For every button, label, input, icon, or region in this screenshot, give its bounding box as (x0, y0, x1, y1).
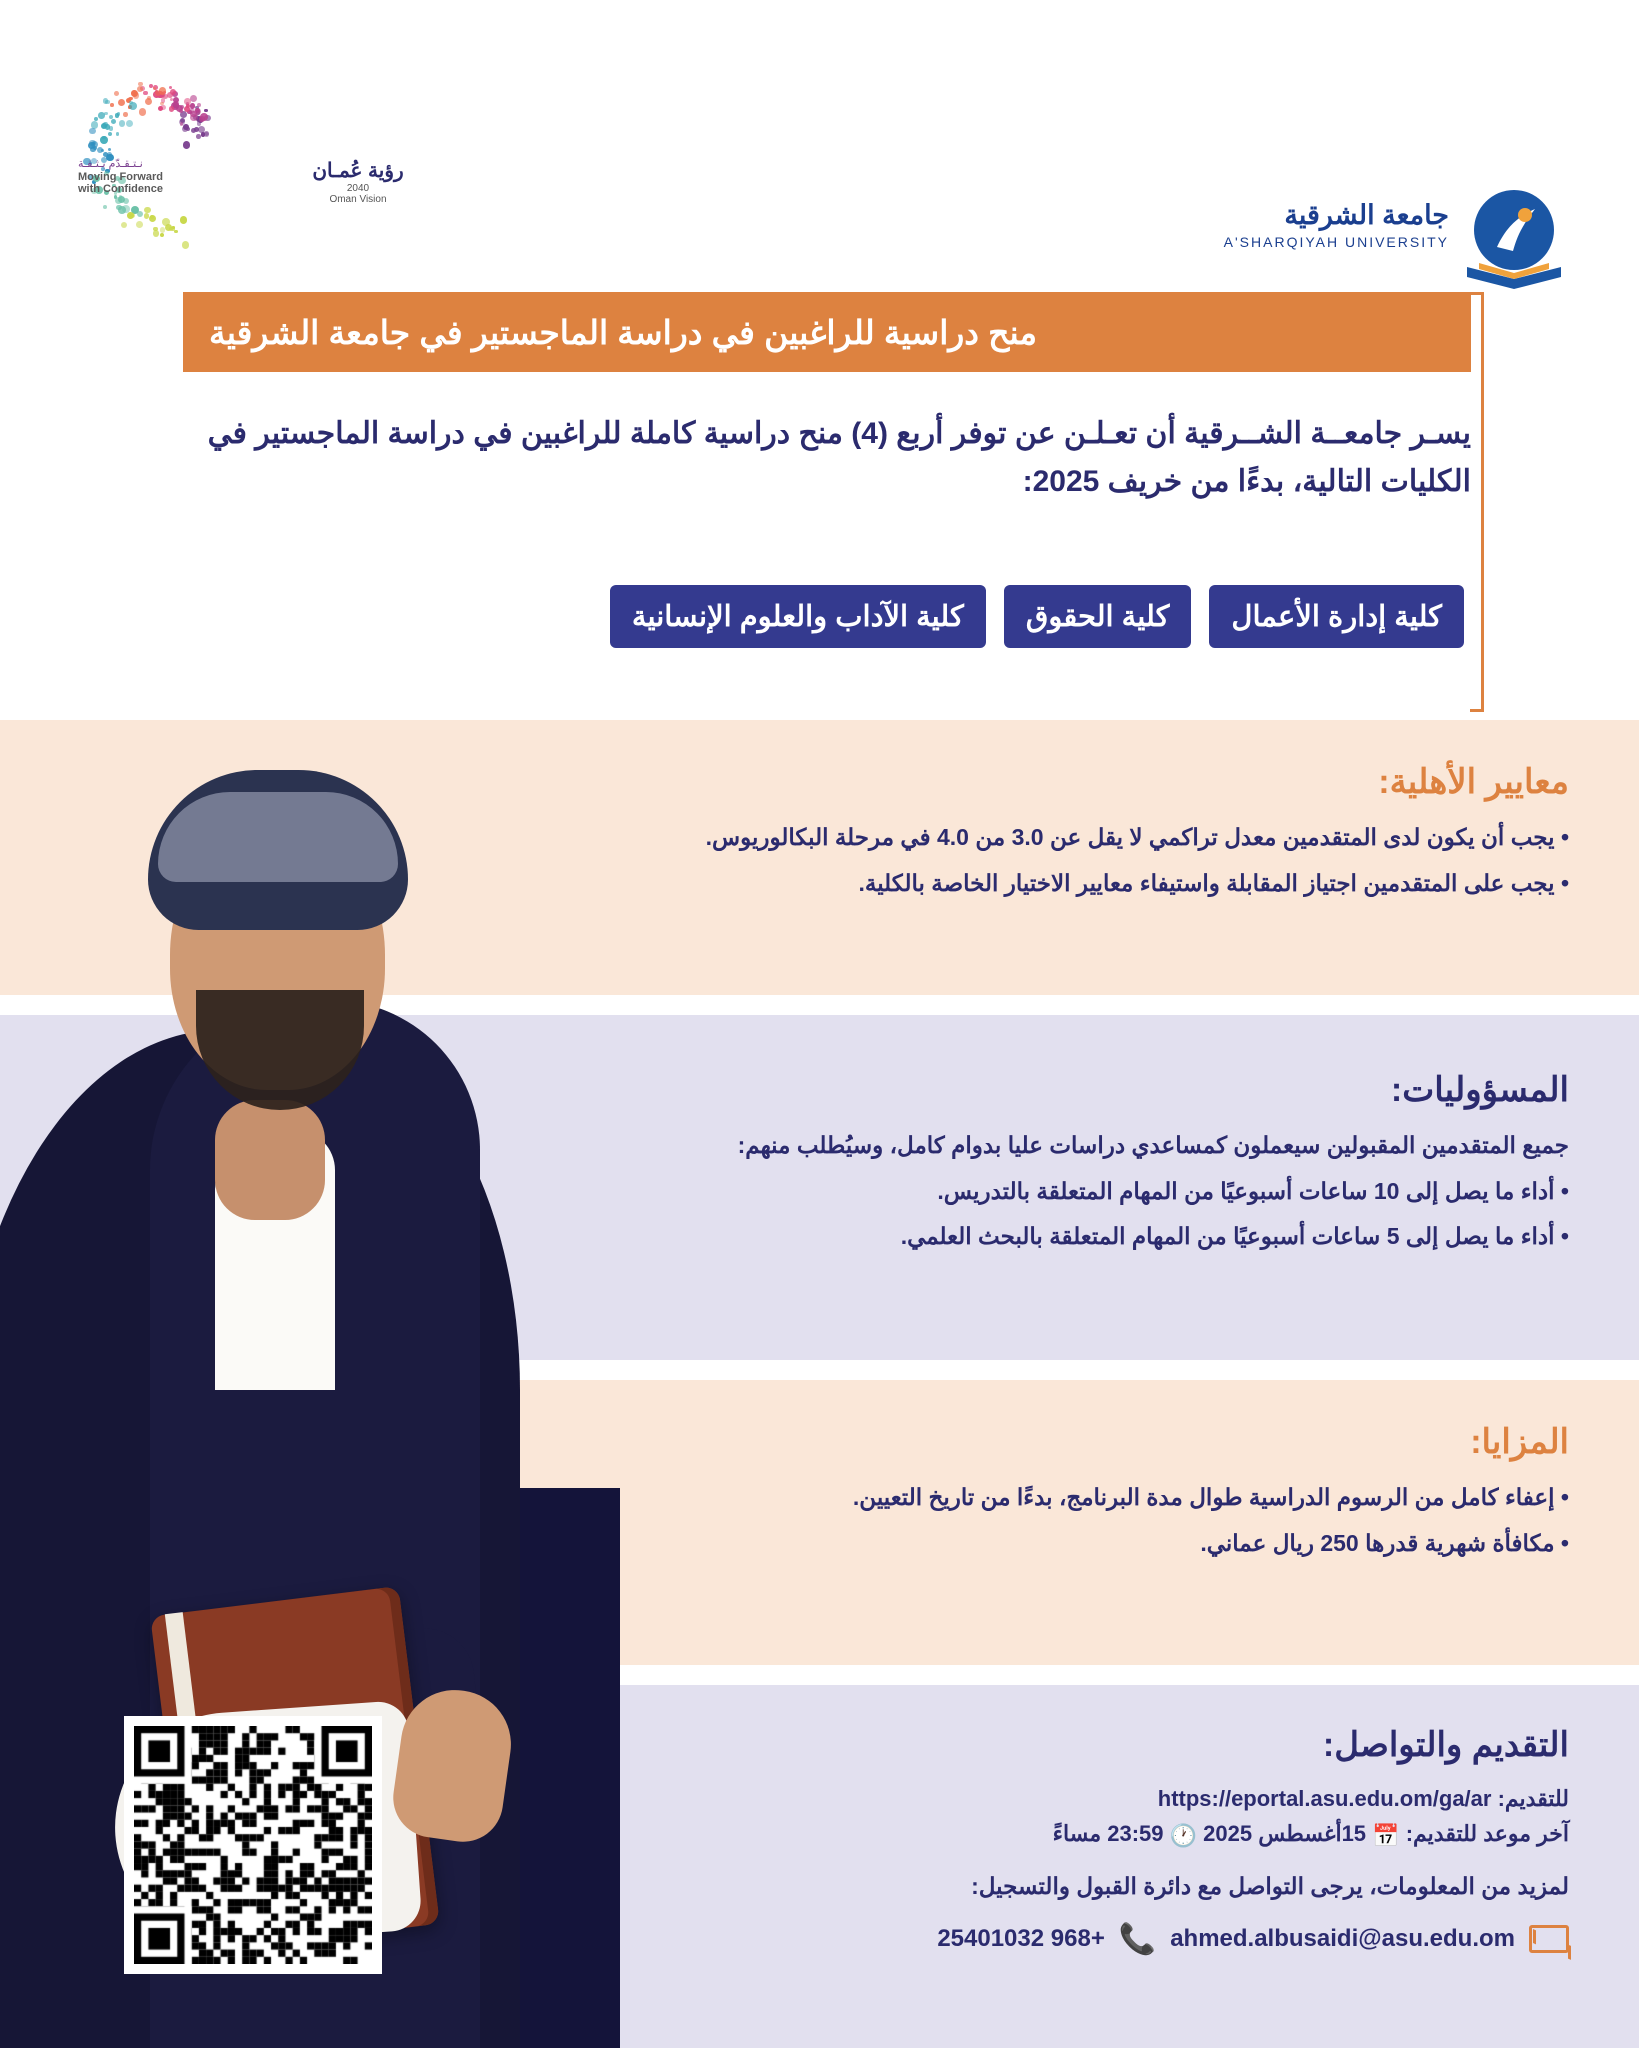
contact-details-row (549, 1922, 1569, 1957)
eligibility-line-2: • يجب على المتقدمين اجتياز المقابلة واستيفاء معايير الاختيار الخاصة بالكلية. (858, 869, 1569, 896)
benefits-title: المزايا: (1470, 1423, 1569, 1461)
university-emblem-icon (1459, 185, 1569, 290)
vision-sub-en: Oman Vision (329, 194, 387, 205)
vision-title-text: رؤية عُمـان (312, 160, 404, 182)
colleges-list (174, 585, 1464, 648)
benefits-line-1: • إعفاء كامل من الرسوم الدراسية طوال مدة البرنامج، بدءًا من تاريخ التعيين. (852, 1484, 1569, 1510)
university-name-ar: جامعة الشرقية (1284, 200, 1449, 230)
benefits-body (569, 1480, 1569, 1561)
responsibilities-line-1: جميع المتقدمين المقبولين سيعملون كمساعدي دراسات عليا بدوام كامل، وسيُطلب منهم: (737, 1132, 1569, 1158)
vision-year: 2040 (346, 183, 370, 194)
university-name-en: A'SHARQIYAH UNIVERSITY (1223, 234, 1449, 250)
envelope-icon (1529, 1925, 1569, 1953)
vision-dots-graphic (138, 38, 323, 156)
vision-tagline (78, 158, 278, 196)
college-pill-business[interactable]: كلية إدارة الأعمال (1209, 585, 1464, 648)
contact-phone: +968 25401032 (937, 1925, 1105, 1953)
asharqiyah-university-logo (1069, 90, 1569, 250)
vision-tagline-en-2: with Confidence (78, 183, 163, 196)
eligibility-title: معايير الأهلية: (1378, 763, 1569, 801)
oman-vision-2040-logo (78, 38, 408, 205)
responsibilities-content (569, 1070, 1569, 1265)
apply-label: للتقديم: (1497, 1786, 1569, 1811)
deadline-value: 15أغسطس 2025 (1203, 1821, 1367, 1847)
orange-bracket-decoration (1470, 292, 1484, 712)
apply-contact-content (549, 1725, 1569, 1957)
responsibilities-body (569, 1128, 1569, 1255)
calendar-icon: 📅 (1372, 1822, 1400, 1848)
deadline-label: آخر موعد للتقديم: (1405, 1821, 1569, 1847)
eligibility-content (569, 762, 1569, 911)
benefits-content (569, 1422, 1569, 1571)
contact-email-link[interactable]: ahmed.albusaidi@asu.edu.om (1170, 1925, 1515, 1953)
photo-neck (215, 1100, 325, 1220)
poster-header (0, 0, 1639, 250)
responsibilities-line-3: • أداء ما يصل إلى 5 ساعات أسبوعيًا من المهام المتعلقة بالبحث العلمي. (900, 1223, 1569, 1250)
university-name-block (1224, 200, 1449, 250)
eligibility-body (569, 820, 1569, 901)
apply-url-row (549, 1781, 1569, 1816)
qr-code[interactable] (124, 1716, 382, 1974)
responsibilities-title: المسؤوليات: (1390, 1071, 1569, 1109)
phone-icon: 📞 (1118, 1922, 1157, 1956)
apply-url-link[interactable]: https://eportal.asu.edu.om/ga/ar (1157, 1786, 1492, 1811)
clock-icon: 🕐 (1169, 1822, 1198, 1848)
apply-section-title: التقديم والتواصل: (1322, 1726, 1569, 1764)
benefits-line-2: • مكافأة شهرية قدرها 250 ريال عماني. (1200, 1529, 1569, 1556)
vision-tagline-ar: نـتـقـدّم بـثـقـة (78, 158, 143, 170)
deadline-row (549, 1816, 1569, 1853)
more-info-text: لمزيد من المعلومات، يرجى التواصل مع دائرة القبول والتسجيل: (971, 1872, 1569, 1899)
poster-title-bar (183, 292, 1471, 372)
responsibilities-line-2: • أداء ما يصل إلى 10 ساعات أسبوعيًا من المهام المتعلقة بالتدريس. (937, 1177, 1569, 1204)
vision-tagline-en-1: Moving Forward (78, 170, 163, 183)
intro-paragraph: يسـر جامعــة الشــرقية أن تعـلـن عن توفر أربع (4) منح دراسية كاملة للراغبين في دراسة الماجستير في الكليات التالية، بدءًا من خريف 2025: (207, 417, 1471, 498)
college-pill-arts-humanities[interactable]: كلية الآداب والعلوم الإنسانية (610, 585, 986, 648)
eligibility-line-1: • يجب أن يكون لدى المتقدمين معدل تراكمي لا يقل عن 3.0 من 4.0 في مرحلة البكالوريوس. (705, 824, 1569, 850)
college-pill-law[interactable]: كلية الحقوق (1004, 585, 1192, 648)
vision-title-ar (293, 158, 423, 205)
photo-turban-pattern (158, 792, 398, 882)
qr-code-canvas (134, 1726, 372, 1964)
page-title: منح دراسية للراغبين في دراسة الماجستير في جامعة الشرقية (209, 313, 1038, 351)
deadline-time: 23:59 مساءً (1052, 1821, 1164, 1847)
